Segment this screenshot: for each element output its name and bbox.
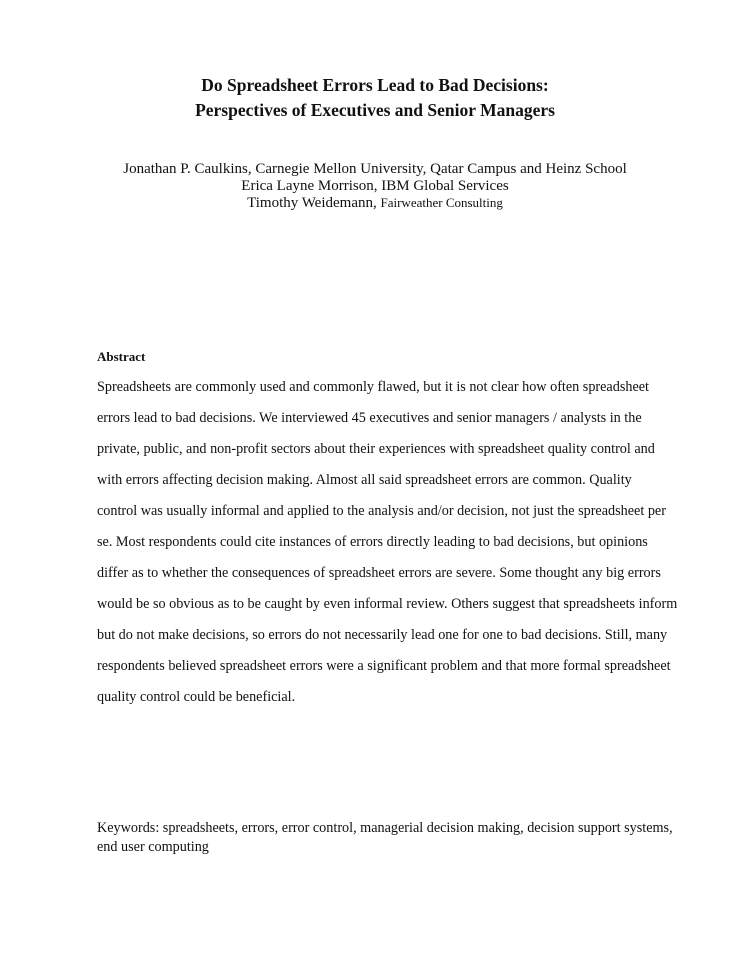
abstract-line: but do not make decisions, so errors do not necessarily lead one for one to bad decisions. Still, many — [97, 627, 668, 643]
abstract-line: quality control could be beneficial. — [97, 689, 296, 705]
author-2: Erica Layne Morrison, IBM Global Services — [241, 178, 509, 194]
abstract-line: respondents believed spreadsheet errors were a significant problem and that more formal spreadsheet — [97, 658, 671, 674]
keywords-line-2: end user computing — [97, 839, 209, 855]
abstract-line: se. Most respondents could cite instances of errors directly leading to bad decisions, but opinions — [97, 534, 648, 550]
abstract-line: with errors affecting decision making. Almost all said spreadsheet errors are common. Quality — [97, 472, 632, 488]
abstract-heading: Abstract — [97, 349, 146, 364]
abstract-line: errors lead to bad decisions. We interviewed 45 executives and senior managers / analysts in the — [97, 410, 642, 426]
abstract-line: differ as to whether the consequences of spreadsheet errors are severe. Some thought any big errors — [97, 565, 661, 581]
paper-title-line-1: Do Spreadsheet Errors Lead to Bad Decisions: — [201, 75, 549, 95]
abstract-line: would be so obvious as to be caught by even informal review. Others suggest that spreadsheets inform — [97, 596, 678, 612]
author-3-affiliation: Fairweather Consulting — [380, 195, 503, 210]
keywords-line-1: Keywords: spreadsheets, errors, error control, managerial decision making, decision support systems, — [97, 820, 673, 836]
abstract-line: Spreadsheets are commonly used and commonly flawed, but it is not clear how often spreadsheet — [97, 379, 649, 395]
author-3-name: Timothy Weidemann, — [247, 195, 381, 211]
author-1: Jonathan P. Caulkins, Carnegie Mellon University, Qatar Campus and Heinz School — [123, 161, 627, 177]
paper-title-line-2: Perspectives of Executives and Senior Managers — [195, 100, 555, 120]
author-3 — [0, 195, 750, 212]
abstract-line: control was usually informal and applied to the analysis and/or decision, not just the spreadsheet per — [97, 503, 666, 519]
abstract-line: private, public, and non-profit sectors about their experiences with spreadsheet quality control and — [97, 441, 655, 457]
